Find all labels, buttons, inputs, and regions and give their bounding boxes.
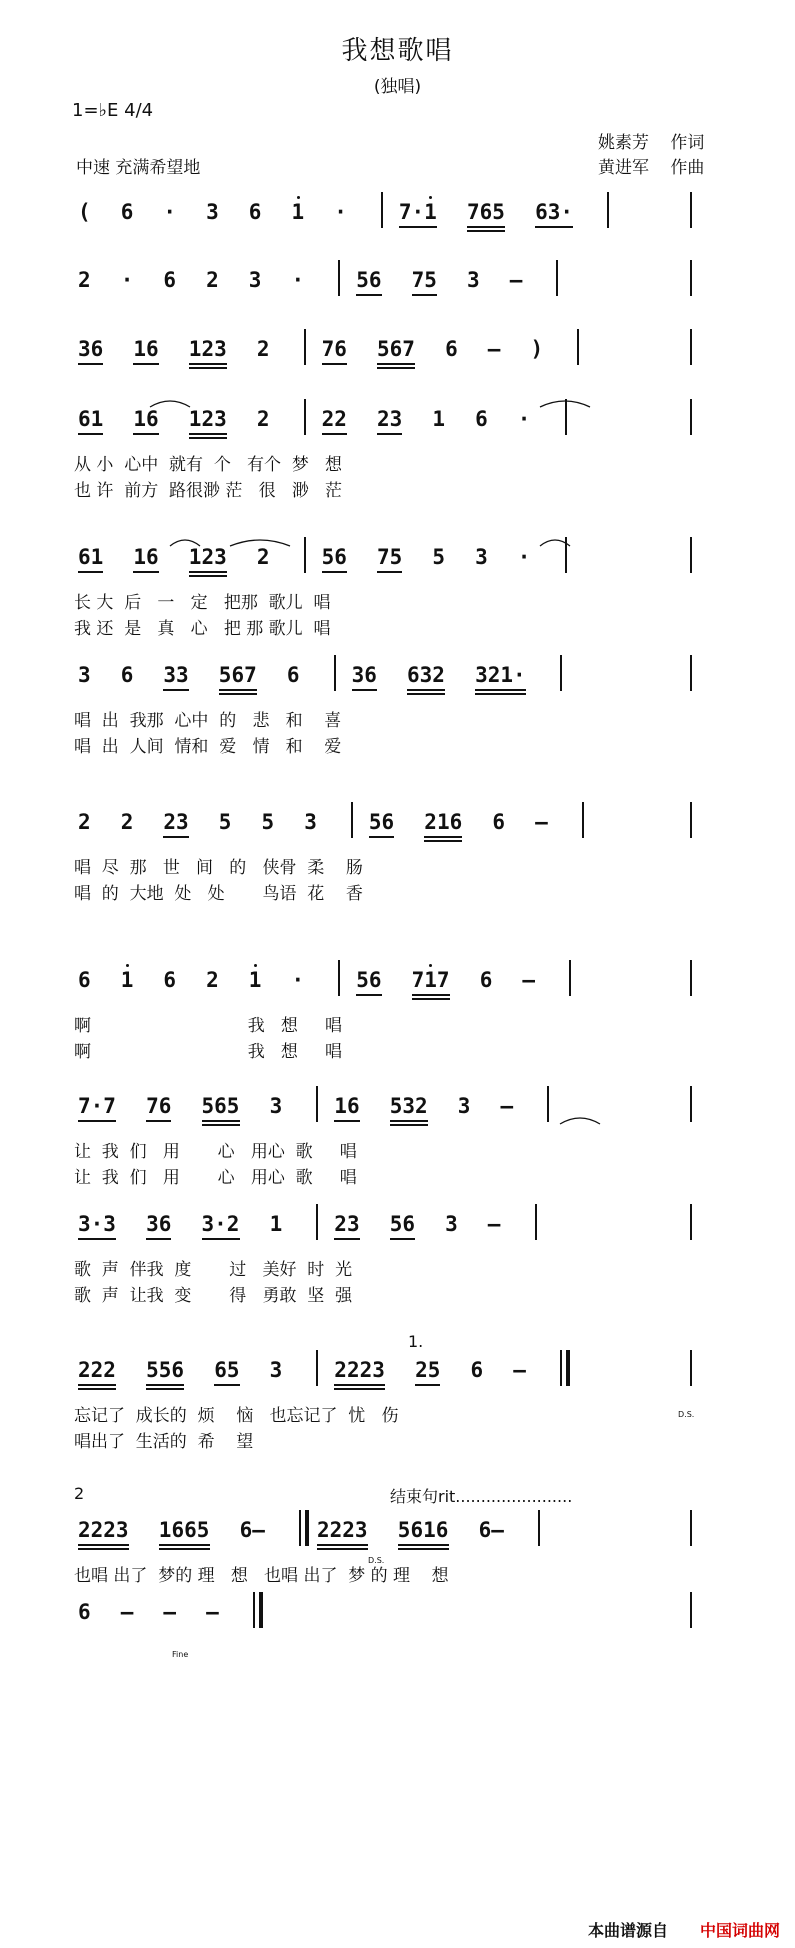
beam-line: [219, 693, 257, 695]
beam-line: [535, 226, 573, 228]
beam-line: [133, 571, 158, 573]
note-group: 23: [334, 1212, 360, 1236]
slur-arc: [540, 398, 590, 408]
beam-line: [415, 1384, 440, 1386]
note-group: 2: [256, 337, 270, 361]
beam-line: [398, 1548, 449, 1550]
slur-arc: [150, 398, 190, 408]
beam-line: [412, 994, 450, 996]
octave-dot-high: [297, 196, 300, 199]
note-group: 3: [457, 1094, 471, 1118]
barline: [304, 537, 306, 573]
note-group: 6: [479, 968, 493, 992]
note-group: 3: [269, 1358, 283, 1382]
beam-line: [202, 1120, 240, 1122]
note-group: 6: [78, 1600, 91, 1624]
barline: [338, 260, 340, 296]
lyric-line: 也 许 前方 路很渺 茫 很 渺 茫: [74, 481, 343, 501]
barline: [316, 1204, 318, 1240]
note-group: (: [78, 200, 91, 224]
note-group: 717: [411, 968, 450, 992]
note-group: 56: [356, 268, 382, 292]
ending-rit: 结束句rit.......................: [390, 1487, 573, 1506]
beam-line: [78, 363, 103, 365]
end-barline: [690, 1592, 692, 1628]
beam-line: [424, 840, 462, 842]
note-group: 2223: [317, 1518, 368, 1542]
note-group: 6: [475, 407, 488, 431]
beam-line: [377, 571, 402, 573]
composer-credit: 黄进军 作曲: [598, 158, 705, 178]
note-group: 75: [377, 545, 403, 569]
note-group: —: [487, 1212, 501, 1236]
note-group: 3: [269, 1094, 283, 1118]
barline: [569, 960, 571, 996]
beam-line: [412, 998, 450, 1000]
note-group: 6: [286, 663, 300, 687]
barline: [547, 1086, 549, 1122]
note-group: ·: [334, 200, 347, 224]
beam-line: [390, 1120, 428, 1122]
beam-line: [424, 836, 462, 838]
beam-line: [334, 1384, 385, 1386]
note-group: —: [509, 268, 523, 292]
note-group: 2: [78, 268, 91, 292]
note-group: 5: [218, 810, 232, 834]
note-group: 6: [163, 268, 177, 292]
note-group: 56: [368, 810, 395, 834]
note-group: 2: [78, 810, 91, 834]
end-barline: [690, 802, 692, 838]
beam-line: [159, 1548, 210, 1550]
note-group: 6: [120, 200, 134, 224]
beam-line: [356, 294, 381, 296]
beam-line: [334, 1120, 359, 1122]
beam-line: [399, 226, 437, 228]
subtitle: (独唱): [373, 77, 422, 97]
note-group: 567: [377, 337, 415, 361]
octave-dot-high: [429, 964, 432, 967]
barline: [299, 1510, 301, 1546]
note-group: 5616: [397, 1518, 449, 1542]
ds-mark: D.S.: [678, 1410, 695, 1419]
beam-line: [78, 433, 103, 435]
note-group: 3: [467, 268, 480, 292]
beam-line: [78, 1544, 129, 1546]
barline: [316, 1350, 318, 1386]
beam-line: [322, 571, 347, 573]
note-group: 56: [356, 968, 382, 992]
beam-line: [219, 689, 257, 691]
beam-line: [398, 1544, 449, 1546]
note-group: 1: [120, 968, 134, 992]
lyric-line: 唱 出 我那 心中 的 悲 和 喜: [74, 711, 342, 731]
note-group: —: [487, 337, 501, 361]
beam-line: [146, 1388, 184, 1390]
note-group: 321·: [475, 663, 526, 687]
beam-line: [334, 1388, 385, 1390]
note-group: 61: [78, 545, 104, 569]
note-group: 123: [188, 337, 227, 361]
beam-line: [369, 836, 394, 838]
beam-line: [317, 1544, 368, 1546]
note-group: 36: [146, 1212, 172, 1236]
lyric-line: 唱 的 大地 处 处 鸟语 花 香: [74, 884, 363, 904]
note-group: 2: [206, 968, 219, 992]
beam-line: [146, 1238, 171, 1240]
lyric-line: 唱 尽 那 世 间 的 侠骨 柔 肠: [74, 858, 363, 878]
beam-line: [163, 689, 188, 691]
double-barline: [566, 1350, 570, 1386]
beam-line: [475, 689, 526, 691]
beam-line: [189, 367, 227, 369]
lyric-line: 也唱 出了 梦的 理 想 也唱 出了 梦 的 理 想: [74, 1566, 449, 1586]
end-barline: [690, 1510, 692, 1546]
note-group: 16: [133, 545, 159, 569]
note-group: 565: [201, 1094, 240, 1118]
beam-line: [334, 1238, 359, 1240]
beam-line: [163, 836, 188, 838]
lyric-line: 啊 我 想 唱: [74, 1042, 342, 1062]
double-barline: [259, 1592, 263, 1628]
note-group: 3: [475, 545, 488, 569]
barline: [582, 802, 584, 838]
volta-2: 2: [74, 1484, 85, 1503]
note-group: 56: [389, 1212, 415, 1236]
barline: [253, 1592, 255, 1628]
note-group: 1: [291, 200, 305, 224]
beam-line: [356, 994, 381, 996]
beam-line: [146, 1384, 184, 1386]
octave-dot-high: [126, 964, 129, 967]
barline: [334, 655, 336, 691]
note-group: 3: [304, 810, 317, 834]
note-group: 36: [351, 663, 377, 687]
note-group: —: [206, 1600, 219, 1624]
note-group: ·: [291, 968, 305, 992]
end-barline: [690, 399, 692, 435]
volta-1: 1.: [408, 1332, 424, 1351]
note-group: 23: [377, 407, 403, 431]
lyric-line: 忘记了 成长的 烦 恼 也忘记了 忧 伤: [74, 1406, 399, 1426]
octave-dot-high: [254, 964, 257, 967]
beam-line: [214, 1384, 239, 1386]
key-signature: 1=♭E 4/4: [72, 100, 154, 121]
lyricist-credit: 姚素芳 作词: [598, 133, 705, 153]
note-group: 632: [407, 663, 445, 687]
lyric-line: 唱 出 人间 情和 爱 情 和 爱: [74, 737, 342, 757]
barline: [556, 260, 558, 296]
note-group: 3: [248, 268, 262, 292]
beam-line: [377, 433, 402, 435]
note-group: 1: [269, 1212, 283, 1236]
barline: [607, 192, 609, 228]
note-group: 6: [120, 663, 134, 687]
note-group: 123: [188, 545, 227, 569]
beam-line: [377, 363, 415, 365]
lyric-line: 啊 我 想 唱: [74, 1016, 342, 1036]
note-group: 6: [492, 810, 506, 834]
barline: [338, 960, 340, 996]
note-group: 5: [432, 545, 446, 569]
beam-line: [78, 1384, 116, 1386]
end-barline: [690, 1086, 692, 1122]
barline: [304, 329, 306, 365]
note-group: 222: [78, 1358, 116, 1382]
note-group: 556: [146, 1358, 185, 1382]
note-group: 765: [467, 200, 505, 224]
beam-line: [412, 294, 437, 296]
note-group: 65: [214, 1358, 240, 1382]
note-group: 2: [206, 268, 219, 292]
beam-line: [159, 1544, 210, 1546]
barline: [535, 1204, 537, 1240]
ds-mark-2: D.S.: [368, 1556, 385, 1565]
note-group: 1665: [158, 1518, 210, 1542]
barline: [560, 1350, 562, 1386]
end-barline: [690, 260, 692, 296]
beam-line: [322, 363, 347, 365]
beam-line: [146, 1120, 171, 1122]
note-group: ·: [120, 268, 134, 292]
note-group: 2: [256, 545, 270, 569]
note-group: 6: [445, 337, 458, 361]
beam-line: [390, 1124, 428, 1126]
note-group: 123: [188, 407, 227, 431]
note-group: 22: [321, 407, 347, 431]
end-barline: [690, 1204, 692, 1240]
beam-line: [133, 433, 158, 435]
barline: [381, 192, 383, 228]
lyric-line: 从 小 心中 就有 个 有个 梦 想: [74, 455, 343, 475]
note-group: 6: [78, 968, 91, 992]
page-title: 我想歌唱: [341, 36, 454, 66]
note-group: 6: [248, 200, 262, 224]
end-barline: [690, 329, 692, 365]
beam-line: [467, 226, 505, 228]
beam-line: [377, 367, 415, 369]
note-group: 25: [415, 1358, 441, 1382]
note-group: 6: [470, 1358, 484, 1382]
note-group: 56: [321, 545, 347, 569]
note-group: —: [163, 1600, 177, 1624]
lyric-line: 长 大 后 一 定 把那 歌儿 唱: [74, 593, 331, 613]
note-group: ·: [291, 268, 305, 292]
beam-line: [475, 693, 526, 695]
note-group: 7·1: [398, 200, 437, 224]
note-group: ·: [517, 545, 531, 569]
note-group: 23: [163, 810, 189, 834]
note-group: 532: [389, 1094, 428, 1118]
tempo-marking: 中速 充满希望地: [76, 158, 201, 178]
end-barline: [690, 537, 692, 573]
note-group: 36: [78, 337, 104, 361]
note-group: 567: [218, 663, 257, 687]
note-group: ·: [163, 200, 177, 224]
barline: [351, 802, 353, 838]
note-group: 6—: [239, 1518, 265, 1542]
barline: [560, 655, 562, 691]
beam-line: [189, 363, 227, 365]
beam-line: [133, 363, 158, 365]
note-group: 2223: [78, 1518, 129, 1542]
end-barline: [690, 1350, 692, 1386]
beam-line: [317, 1548, 368, 1550]
beam-line: [322, 433, 347, 435]
note-group: ): [530, 337, 544, 361]
slur-arc: [560, 1115, 600, 1125]
note-group: 16: [133, 407, 159, 431]
beam-line: [407, 693, 445, 695]
note-group: 16: [334, 1094, 360, 1118]
barline: [577, 329, 579, 365]
note-group: —: [522, 968, 536, 992]
beam-line: [407, 689, 445, 691]
note-group: —: [500, 1094, 514, 1118]
beam-line: [352, 689, 377, 691]
source-label: 本曲谱源自: [588, 1921, 669, 1940]
barline: [538, 1510, 540, 1546]
beam-line: [78, 1120, 116, 1122]
beam-line: [202, 1238, 240, 1240]
beam-line: [78, 1388, 116, 1390]
end-barline: [690, 655, 692, 691]
double-barline: [305, 1510, 309, 1546]
beam-line: [78, 571, 103, 573]
beam-line: [78, 1548, 129, 1550]
note-group: —: [513, 1358, 526, 1382]
note-group: 3: [78, 663, 91, 687]
note-group: —: [535, 810, 548, 834]
note-group: 1: [248, 968, 262, 992]
note-group: 3: [445, 1212, 458, 1236]
note-group: 33: [163, 663, 189, 687]
fine-mark: Fine: [172, 1650, 189, 1659]
note-group: 76: [321, 337, 347, 361]
lyric-line: 唱出了 生活的 希 望: [74, 1432, 254, 1452]
note-group: 2223: [334, 1358, 385, 1382]
beam-line: [189, 575, 227, 577]
note-group: 3·3: [78, 1212, 116, 1236]
note-group: 16: [133, 337, 159, 361]
beam-line: [390, 1238, 415, 1240]
beam-line: [189, 571, 227, 573]
note-group: ·: [517, 407, 531, 431]
lyric-line: 我 还 是 真 心 把 那 歌儿 唱: [74, 619, 331, 639]
note-group: 2: [120, 810, 134, 834]
note-group: 63·: [535, 200, 574, 224]
lyric-line: 让 我 们 用 心 用心 歌 唱: [74, 1168, 357, 1188]
barline: [304, 399, 306, 435]
note-group: —: [120, 1600, 134, 1624]
lyric-line: 歌 声 让我 变 得 勇敢 坚 强: [74, 1286, 353, 1306]
note-group: 2: [256, 407, 270, 431]
note-group: 1: [432, 407, 446, 431]
note-group: 5: [261, 810, 275, 834]
beam-line: [189, 433, 227, 435]
note-group: 6—: [478, 1518, 504, 1542]
end-barline: [690, 960, 692, 996]
slur-arc: [170, 537, 200, 547]
note-group: 61: [78, 407, 104, 431]
note-group: 7·7: [78, 1094, 116, 1118]
note-group: 76: [146, 1094, 172, 1118]
beam-line: [467, 230, 505, 232]
lyric-line: 歌 声 伴我 度 过 美好 时 光: [74, 1260, 353, 1280]
octave-dot-high: [429, 196, 432, 199]
end-barline: [690, 192, 692, 228]
lyric-line: 让 我 们 用 心 用心 歌 唱: [74, 1142, 357, 1162]
barline: [316, 1086, 318, 1122]
beam-line: [202, 1124, 240, 1126]
note-group: 75: [411, 268, 437, 292]
slur-arc: [540, 537, 570, 547]
source-site: 中国词曲网: [700, 1921, 781, 1940]
note-group: 6: [163, 968, 177, 992]
note-group: 216: [424, 810, 463, 834]
slur-arc: [230, 537, 290, 547]
note-group: 3: [206, 200, 219, 224]
beam-line: [189, 437, 227, 439]
beam-line: [78, 1238, 116, 1240]
note-group: 3·2: [201, 1212, 240, 1236]
